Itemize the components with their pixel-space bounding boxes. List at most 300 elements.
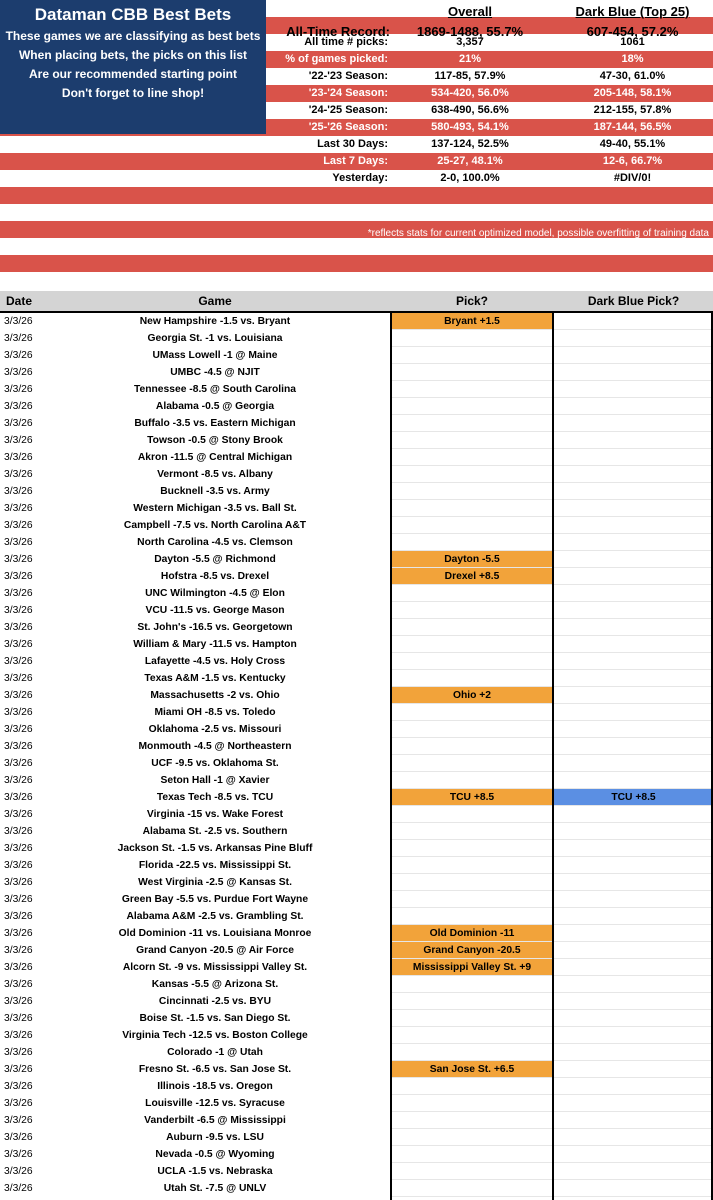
cell-pick	[392, 1095, 552, 1112]
stat-dark-blue: 12-6, 66.7%	[602, 155, 663, 167]
cell-date: 3/3/26	[4, 367, 33, 378]
intro-line-1: These games we are classifying as best bets	[5, 29, 261, 43]
cell-date: 3/3/26	[4, 1115, 33, 1126]
cell-game: Massachusetts -2 vs. Ohio	[150, 690, 280, 701]
cell-pick	[392, 738, 552, 755]
table-row	[0, 942, 713, 959]
table-row	[0, 721, 713, 738]
intro-line-3: Are our recommended starting point	[28, 67, 238, 81]
cell-pick: Grand Canyon -20.5	[392, 942, 552, 959]
cell-dark-blue-pick	[554, 1027, 713, 1044]
cell-dark-blue-pick	[554, 1010, 713, 1027]
cell-dark-blue-pick	[554, 959, 713, 976]
cell-pick: Drexel +8.5	[392, 568, 552, 585]
cell-dark-blue-pick	[554, 755, 713, 772]
cell-game: William & Mary -11.5 vs. Hampton	[133, 639, 297, 650]
stat-row	[0, 153, 713, 170]
cell-game: Alabama -0.5 @ Georgia	[155, 401, 275, 412]
cell-pick	[392, 347, 552, 364]
cell-date: 3/3/26	[4, 877, 33, 888]
column-divider	[552, 313, 554, 1200]
cell-pick: Mississippi Valley St. +9	[392, 959, 552, 976]
stat-row	[0, 136, 713, 153]
cell-pick	[392, 874, 552, 891]
page-title: Dataman CBB Best Bets	[34, 5, 232, 24]
cell-date: 3/3/26	[4, 384, 33, 395]
table-row	[0, 585, 713, 602]
cell-game: Texas Tech -8.5 vs. TCU	[156, 792, 274, 803]
table-header	[0, 291, 713, 313]
cell-dark-blue-pick	[554, 1163, 713, 1180]
cell-dark-blue-pick	[554, 908, 713, 925]
table-row	[0, 483, 713, 500]
cell-game: Texas A&M -1.5 vs. Kentucky	[144, 673, 286, 684]
intro-line-2: When placing bets, the picks on this list	[18, 48, 248, 62]
cell-game: VCU -11.5 vs. George Mason	[145, 605, 285, 616]
cell-dark-blue-pick	[554, 976, 713, 993]
cell-pick	[392, 415, 552, 432]
cell-game: Kansas -5.5 @ Arizona St.	[151, 979, 279, 990]
cell-pick: TCU +8.5	[392, 789, 552, 806]
stat-label: % of games picked:	[285, 53, 388, 65]
cell-dark-blue-pick	[554, 517, 713, 534]
cell-pick	[392, 585, 552, 602]
stat-row	[0, 119, 713, 136]
cell-dark-blue-pick	[554, 1095, 713, 1112]
cell-date: 3/3/26	[4, 911, 33, 922]
cell-dark-blue-pick	[554, 840, 713, 857]
cell-pick	[392, 619, 552, 636]
stat-row	[0, 34, 713, 51]
cell-game: UNC Wilmington -4.5 @ Elon	[145, 588, 285, 599]
cell-dark-blue-pick	[554, 823, 713, 840]
cell-dark-blue-pick	[554, 874, 713, 891]
cell-date: 3/3/26	[4, 945, 33, 956]
cell-pick	[392, 466, 552, 483]
column-header-dark-blue-pick: Dark Blue Pick?	[587, 294, 680, 308]
cell-date: 3/3/26	[4, 316, 33, 327]
cell-pick	[392, 364, 552, 381]
stat-label: Last 7 Days:	[323, 155, 388, 167]
stat-dark-blue: 205-148, 58.1%	[593, 87, 672, 99]
table-row	[0, 891, 713, 908]
cell-pick	[392, 993, 552, 1010]
cell-pick	[392, 517, 552, 534]
stat-label: '23-'24 Season:	[308, 87, 388, 99]
stat-overall: 2-0, 100.0%	[440, 172, 500, 184]
cell-dark-blue-pick	[554, 500, 713, 517]
cell-dark-blue-pick	[554, 364, 713, 381]
cell-game: Akron -11.5 @ Central Michigan	[137, 452, 293, 463]
stat-dark-blue: #DIV/0!	[613, 172, 652, 184]
cell-dark-blue-pick	[554, 568, 713, 585]
flag-stripe	[0, 255, 713, 272]
table-row	[0, 959, 713, 976]
cell-game: Georgia St. -1 vs. Louisiana	[147, 333, 283, 344]
table-row	[0, 636, 713, 653]
cell-pick	[392, 1146, 552, 1163]
stat-row	[0, 170, 713, 187]
stat-overall: 137-124, 52.5%	[431, 138, 509, 150]
table-row	[0, 1180, 713, 1197]
cell-pick	[392, 1180, 552, 1197]
cell-date: 3/3/26	[4, 639, 33, 650]
cell-pick	[392, 1010, 552, 1027]
cell-dark-blue-pick	[554, 806, 713, 823]
stat-overall: 117-85, 57.9%	[434, 70, 506, 82]
cell-date: 3/3/26	[4, 1149, 33, 1160]
table-row	[0, 1078, 713, 1095]
cell-dark-blue-pick	[554, 993, 713, 1010]
cell-date: 3/3/26	[4, 554, 33, 565]
summary-header	[0, 0, 713, 291]
cell-pick: Dayton -5.5	[392, 551, 552, 568]
cell-date: 3/3/26	[4, 843, 33, 854]
cell-dark-blue-pick	[554, 670, 713, 687]
stat-dark-blue: 47-30, 61.0%	[599, 70, 666, 82]
cell-game: Alabama St. -2.5 vs. Southern	[142, 826, 288, 837]
table-row	[0, 449, 713, 466]
cell-pick	[392, 1129, 552, 1146]
cell-game: Miami OH -8.5 vs. Toledo	[154, 707, 276, 718]
table-row	[0, 772, 713, 789]
cell-date: 3/3/26	[4, 486, 33, 497]
cell-game: North Carolina -4.5 vs. Clemson	[137, 537, 293, 548]
cell-dark-blue-pick	[554, 1061, 713, 1078]
cell-dark-blue-pick	[554, 449, 713, 466]
stat-overall: 534-420, 56.0%	[431, 87, 509, 99]
stat-label: Last 30 Days:	[317, 138, 388, 150]
cell-dark-blue-pick	[554, 330, 713, 347]
table-row	[0, 364, 713, 381]
cell-game: Louisville -12.5 vs. Syracuse	[145, 1098, 285, 1109]
all-time-dark-blue: 607-454, 57.2%	[586, 24, 679, 39]
cell-game: Dayton -5.5 @ Richmond	[154, 554, 276, 565]
cell-dark-blue-pick	[554, 534, 713, 551]
cell-game: Auburn -9.5 vs. LSU	[166, 1132, 264, 1143]
cell-pick	[392, 755, 552, 772]
flag-stripe	[0, 204, 713, 221]
column-header-date: Date	[6, 294, 33, 308]
cell-pick: Bryant +1.5	[392, 313, 552, 330]
cell-pick	[392, 1078, 552, 1095]
stat-dark-blue: 212-155, 57.8%	[593, 104, 672, 116]
stat-row	[0, 68, 713, 85]
cell-game: Boise St. -1.5 vs. San Diego St.	[139, 1013, 291, 1024]
cell-dark-blue-pick	[554, 602, 713, 619]
stat-overall: 580-493, 54.1%	[431, 121, 509, 133]
cell-date: 3/3/26	[4, 1098, 33, 1109]
stat-overall: 25-27, 48.1%	[437, 155, 503, 167]
cell-game: Buffalo -3.5 vs. Eastern Michigan	[134, 418, 296, 429]
cell-date: 3/3/26	[4, 1166, 33, 1177]
table-row	[0, 840, 713, 857]
stat-overall: 21%	[458, 53, 482, 65]
cell-game: Florida -22.5 vs. Mississippi St.	[138, 860, 292, 871]
cell-dark-blue-pick	[554, 432, 713, 449]
table-row	[0, 1112, 713, 1129]
cell-dark-blue-pick	[554, 398, 713, 415]
cell-date: 3/3/26	[4, 707, 33, 718]
cell-dark-blue-pick	[554, 1129, 713, 1146]
cell-pick	[392, 908, 552, 925]
dark-blue-column-header: Dark Blue (Top 25)	[575, 4, 690, 19]
cell-date: 3/3/26	[4, 605, 33, 616]
table-row	[0, 755, 713, 772]
table-row	[0, 517, 713, 534]
cell-date: 3/3/26	[4, 1030, 33, 1041]
column-header-game: Game	[198, 294, 232, 308]
table-row	[0, 381, 713, 398]
cell-dark-blue-pick	[554, 687, 713, 704]
table-row	[0, 874, 713, 891]
cell-dark-blue-pick	[554, 483, 713, 500]
table-row	[0, 789, 713, 806]
cell-date: 3/3/26	[4, 673, 33, 684]
footnote: *reflects stats for current optimized model, possible overfitting of training data	[367, 228, 709, 239]
cell-game: Grand Canyon -20.5 @ Air Force	[136, 945, 294, 956]
stat-label: All time # picks:	[304, 36, 388, 48]
stat-dark-blue: 49-40, 55.1%	[599, 138, 666, 150]
cell-pick	[392, 500, 552, 517]
cell-dark-blue-pick	[554, 1180, 713, 1197]
cell-dark-blue-pick: TCU +8.5	[554, 789, 713, 806]
table-row	[0, 925, 713, 942]
all-time-label: All-Time Record:	[286, 24, 390, 39]
cell-date: 3/3/26	[4, 622, 33, 633]
table-row	[0, 1027, 713, 1044]
cell-pick	[392, 602, 552, 619]
cell-pick	[392, 330, 552, 347]
cell-game: Green Bay -5.5 vs. Purdue Fort Wayne	[121, 894, 309, 905]
stat-overall: 3,357	[456, 36, 484, 48]
cell-dark-blue-pick	[554, 415, 713, 432]
cell-date: 3/3/26	[4, 792, 33, 803]
cell-game: Hofstra -8.5 vs. Drexel	[160, 571, 270, 582]
table-row	[0, 619, 713, 636]
flag-stripe	[0, 238, 713, 255]
table-row	[0, 738, 713, 755]
cell-pick	[392, 721, 552, 738]
stat-label: '24-'25 Season:	[308, 104, 388, 116]
cell-date: 3/3/26	[4, 333, 33, 344]
flag-stripe	[0, 272, 713, 289]
cell-pick: San Jose St. +6.5	[392, 1061, 552, 1078]
stat-overall: 638-490, 56.6%	[431, 104, 509, 116]
cell-dark-blue-pick	[554, 636, 713, 653]
cell-game: Seton Hall -1 @ Xavier	[160, 775, 270, 786]
cell-date: 3/3/26	[4, 588, 33, 599]
table-row	[0, 568, 713, 585]
table-row	[0, 330, 713, 347]
stat-dark-blue: 1061	[620, 36, 645, 48]
overall-column-header: Overall	[447, 4, 493, 19]
cell-dark-blue-pick	[554, 891, 713, 908]
table-row	[0, 347, 713, 364]
cell-game: UMBC -4.5 @ NJIT	[170, 367, 260, 378]
stat-row	[0, 85, 713, 102]
stat-label: Yesterday:	[332, 172, 388, 184]
cell-date: 3/3/26	[4, 979, 33, 990]
cell-pick	[392, 432, 552, 449]
cell-game: Tennessee -8.5 @ South Carolina	[133, 384, 297, 395]
cell-date: 3/3/26	[4, 860, 33, 871]
table-row	[0, 602, 713, 619]
cell-pick	[392, 1044, 552, 1061]
cell-game: New Hampshire -1.5 vs. Bryant	[139, 316, 291, 327]
cell-game: Nevada -0.5 @ Wyoming	[155, 1149, 275, 1160]
table-row	[0, 806, 713, 823]
table-row	[0, 653, 713, 670]
cell-date: 3/3/26	[4, 928, 33, 939]
cell-date: 3/3/26	[4, 741, 33, 752]
stat-dark-blue: 187-144, 56.5%	[593, 121, 672, 133]
cell-pick	[392, 1027, 552, 1044]
cell-date: 3/3/26	[4, 452, 33, 463]
cell-date: 3/3/26	[4, 809, 33, 820]
cell-pick	[392, 398, 552, 415]
table-row	[0, 432, 713, 449]
cell-date: 3/3/26	[4, 435, 33, 446]
cell-game: Old Dominion -11 vs. Louisiana Monroe	[118, 928, 312, 939]
cell-date: 3/3/26	[4, 350, 33, 361]
cell-date: 3/3/26	[4, 1064, 33, 1075]
cell-pick: Old Dominion -11	[392, 925, 552, 942]
cell-game: Vanderbilt -6.5 @ Mississippi	[144, 1115, 286, 1126]
intro-line-4: Don't forget to line shop!	[61, 86, 205, 100]
cell-game: Virginia -15 vs. Wake Forest	[146, 809, 284, 820]
cell-dark-blue-pick	[554, 704, 713, 721]
table-row	[0, 993, 713, 1010]
cell-date: 3/3/26	[4, 656, 33, 667]
cell-date: 3/3/26	[4, 1013, 33, 1024]
cell-dark-blue-pick	[554, 585, 713, 602]
cell-pick	[392, 534, 552, 551]
cell-date: 3/3/26	[4, 894, 33, 905]
cell-pick	[392, 670, 552, 687]
cell-game: Alabama A&M -2.5 vs. Grambling St.	[126, 911, 304, 922]
cell-date: 3/3/26	[4, 537, 33, 548]
cell-dark-blue-pick	[554, 1078, 713, 1095]
cell-dark-blue-pick	[554, 857, 713, 874]
cell-dark-blue-pick	[554, 313, 713, 330]
table-row	[0, 398, 713, 415]
cell-game: Towson -0.5 @ Stony Brook	[147, 435, 283, 446]
cell-date: 3/3/26	[4, 520, 33, 531]
table-row	[0, 976, 713, 993]
cell-date: 3/3/26	[4, 724, 33, 735]
cell-game: St. John's -16.5 vs. Georgetown	[137, 622, 293, 633]
stat-label: '25-'26 Season:	[308, 121, 388, 133]
cell-pick	[392, 653, 552, 670]
cell-date: 3/3/26	[4, 962, 33, 973]
cell-date: 3/3/26	[4, 996, 33, 1007]
cell-date: 3/3/26	[4, 1047, 33, 1058]
table-row	[0, 1146, 713, 1163]
cell-game: Alcorn St. -9 vs. Mississippi Valley St.	[122, 962, 308, 973]
cell-dark-blue-pick	[554, 466, 713, 483]
cell-date: 3/3/26	[4, 1132, 33, 1143]
cell-game: Utah St. -7.5 @ UNLV	[163, 1183, 267, 1194]
stat-dark-blue: 18%	[621, 53, 644, 65]
flag-stripe	[0, 187, 713, 204]
table-row	[0, 687, 713, 704]
table-row	[0, 1163, 713, 1180]
stat-row	[0, 102, 713, 119]
all-time-overall: 1869-1488, 55.7%	[416, 24, 524, 39]
cell-dark-blue-pick	[554, 721, 713, 738]
table-row	[0, 823, 713, 840]
table-row	[0, 670, 713, 687]
table-body	[0, 313, 713, 1197]
cell-game: Bucknell -3.5 vs. Army	[160, 486, 270, 497]
table-row	[0, 500, 713, 517]
table-row	[0, 857, 713, 874]
cell-date: 3/3/26	[4, 826, 33, 837]
cell-pick	[392, 483, 552, 500]
cell-date: 3/3/26	[4, 418, 33, 429]
cell-dark-blue-pick	[554, 653, 713, 670]
cell-game: Virginia Tech -12.5 vs. Boston College	[122, 1030, 308, 1041]
cell-game: UMass Lowell -1 @ Maine	[152, 350, 278, 361]
cell-pick	[392, 840, 552, 857]
picks-table	[0, 291, 713, 1200]
table-row	[0, 415, 713, 432]
table-row	[0, 1095, 713, 1112]
cell-date: 3/3/26	[4, 1183, 33, 1194]
cell-game: Fresno St. -6.5 vs. San Jose St.	[138, 1064, 292, 1075]
table-row	[0, 908, 713, 925]
cell-pick	[392, 381, 552, 398]
table-row	[0, 551, 713, 568]
column-header-pick: Pick?	[455, 294, 488, 308]
cell-pick	[392, 1163, 552, 1180]
cell-game: West Virginia -2.5 @ Kansas St.	[138, 877, 292, 888]
cell-pick	[392, 976, 552, 993]
cell-pick	[392, 806, 552, 823]
table-row	[0, 1044, 713, 1061]
table-row	[0, 704, 713, 721]
table-row	[0, 1061, 713, 1078]
cell-game: Cincinnati -2.5 vs. BYU	[158, 996, 272, 1007]
cell-game: Jackson St. -1.5 vs. Arkansas Pine Bluff	[117, 843, 313, 854]
cell-game: UCLA -1.5 vs. Nebraska	[157, 1166, 273, 1177]
cell-date: 3/3/26	[4, 503, 33, 514]
table-row	[0, 1010, 713, 1027]
cell-pick	[392, 449, 552, 466]
cell-pick	[392, 636, 552, 653]
cell-dark-blue-pick	[554, 1044, 713, 1061]
cell-game: Western Michigan -3.5 vs. Ball St.	[133, 503, 297, 514]
cell-game: Campbell -7.5 vs. North Carolina A&T	[123, 520, 307, 531]
cell-date: 3/3/26	[4, 401, 33, 412]
cell-game: Vermont -8.5 vs. Albany	[157, 469, 273, 480]
table-row	[0, 466, 713, 483]
cell-dark-blue-pick	[554, 551, 713, 568]
cell-dark-blue-pick	[554, 738, 713, 755]
cell-pick	[392, 772, 552, 789]
table-row	[0, 1129, 713, 1146]
cell-date: 3/3/26	[4, 469, 33, 480]
cell-dark-blue-pick	[554, 1146, 713, 1163]
cell-date: 3/3/26	[4, 758, 33, 769]
cell-game: Illinois -18.5 vs. Oregon	[157, 1081, 273, 1092]
cell-game: Colorado -1 @ Utah	[167, 1047, 263, 1058]
cell-pick	[392, 891, 552, 908]
cell-dark-blue-pick	[554, 381, 713, 398]
cell-date: 3/3/26	[4, 571, 33, 582]
cell-dark-blue-pick	[554, 347, 713, 364]
